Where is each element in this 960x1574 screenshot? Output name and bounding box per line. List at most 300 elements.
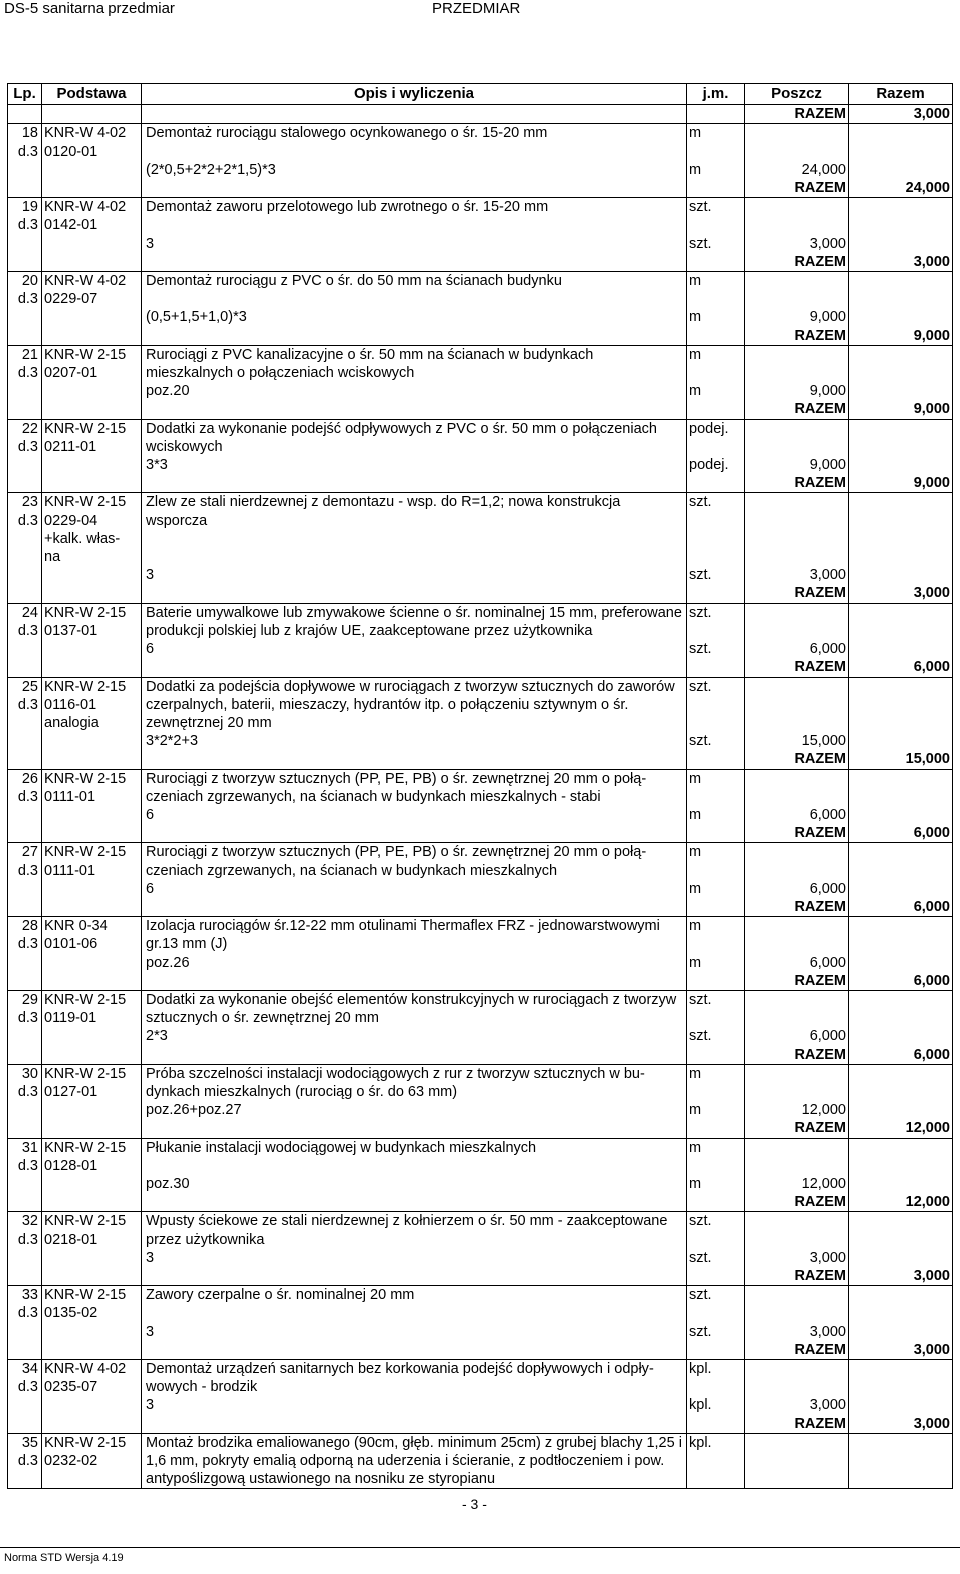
item-lp xyxy=(8,345,42,382)
base-line: 0211-01 xyxy=(44,438,97,455)
item-description xyxy=(142,1360,687,1397)
item-razem xyxy=(849,1360,953,1397)
empty-cell xyxy=(42,400,142,419)
empty-cell xyxy=(142,1193,687,1212)
empty-cell xyxy=(8,1267,42,1286)
item-d: d.3 xyxy=(17,512,38,529)
col-lp: Lp. xyxy=(8,84,42,105)
base-line: 0127-01 xyxy=(44,1083,98,1100)
razem-value: 9,000 xyxy=(849,400,953,419)
item-d: d.3 xyxy=(17,788,38,805)
item-unit: szt. xyxy=(687,198,745,235)
empty-cell xyxy=(8,1323,42,1341)
item-base xyxy=(42,345,142,382)
item-base xyxy=(42,769,142,806)
table-body xyxy=(8,105,953,1489)
col-jm: j.m. xyxy=(687,84,745,105)
item-description xyxy=(142,917,687,954)
empty-cell xyxy=(142,972,687,991)
item-lp xyxy=(8,1433,42,1489)
empty-cell xyxy=(42,1027,142,1045)
calc-row xyxy=(8,1101,953,1119)
razem-row xyxy=(8,253,953,272)
item-number: 29 xyxy=(21,991,38,1008)
item-number: 28 xyxy=(21,918,38,935)
item-posz xyxy=(745,990,849,1027)
empty-cell xyxy=(8,161,42,179)
calc-unit: m xyxy=(687,806,745,824)
item-row xyxy=(8,1212,953,1249)
document-header-left: DS-5 sanitarna przedmiar xyxy=(4,0,175,17)
razem-value: 12,000 xyxy=(849,1119,953,1138)
item-unit: szt. xyxy=(687,493,745,566)
description-text: Rurociągi z tworzyw sztucznych (PP, PE, PB) o śr. zewnętrznej 20 mm o połączeniach zgrzewanych, na ścianach w budynkach mieszkalnych - stabi xyxy=(146,770,647,805)
item-unit: m xyxy=(687,124,745,161)
item-d: d.3 xyxy=(17,1010,38,1027)
item-base xyxy=(42,603,142,640)
empty-cell xyxy=(8,1249,42,1267)
item-unit: m xyxy=(687,1138,745,1175)
item-number: 31 xyxy=(21,1139,38,1156)
empty-cell xyxy=(8,382,42,400)
item-description xyxy=(142,1433,687,1489)
item-number: 27 xyxy=(21,844,38,861)
item-description xyxy=(142,493,687,566)
empty-cell xyxy=(42,1119,142,1138)
empty-cell xyxy=(849,640,953,658)
empty-cell xyxy=(42,658,142,677)
base-line: KNR-W 2-15 xyxy=(44,844,127,861)
calc-unit: m xyxy=(687,1101,745,1119)
description-text: Próba szczelności instalacji wodociągowych z rur z tworzyw sztucznych w budynkach mieszkalnych (rurociąg o śr. do 63 mm) xyxy=(146,1065,645,1100)
empty-cell xyxy=(142,1341,687,1360)
calc-value: 6,000 xyxy=(745,806,849,824)
item-posz xyxy=(745,419,849,456)
empty-cell xyxy=(42,1101,142,1119)
item-description xyxy=(142,272,687,309)
empty-cell xyxy=(849,732,953,750)
calc-row xyxy=(8,566,953,584)
calc-value: 6,000 xyxy=(745,880,849,898)
empty-cell xyxy=(849,456,953,474)
base-line: KNR-W 2-15 xyxy=(44,1287,127,1304)
calc-expression: poz.26+poz.27 xyxy=(142,1101,687,1119)
empty-cell xyxy=(42,1323,142,1341)
empty-cell xyxy=(142,584,687,603)
empty-cell xyxy=(687,898,745,917)
item-razem xyxy=(849,1138,953,1175)
item-unit: podej. xyxy=(687,419,745,456)
calc-unit: szt. xyxy=(687,1249,745,1267)
item-posz xyxy=(745,272,849,309)
item-base xyxy=(42,990,142,1027)
empty-cell xyxy=(42,898,142,917)
item-row xyxy=(8,1138,953,1175)
calc-value: 9,000 xyxy=(745,382,849,400)
document-header-title: PRZEDMIAR xyxy=(432,0,521,17)
item-row xyxy=(8,1360,953,1397)
description-text: Montaż brodzika emaliowanego (90cm, głęb. minimum 25cm) z grubej blachy 1,25 i 1,6 mm, pokryty emalią odporną na uderzenia i ścieranie, z podtłoczeniem i pow. antypoślizgową ustawionego na nosniku ze styropianu xyxy=(146,1434,682,1488)
item-unit: szt. xyxy=(687,1286,745,1323)
item-row xyxy=(8,124,953,161)
empty-cell xyxy=(142,750,687,769)
calc-value: 6,000 xyxy=(745,1027,849,1045)
empty-cell xyxy=(849,566,953,584)
description-text: Zlew ze stali nierdzewnej z demontazu - wsp. do R=1,2; nowa konstrukcja wsporcza xyxy=(146,494,621,529)
razem-row xyxy=(8,327,953,346)
razem-value: 3,000 xyxy=(849,105,953,124)
empty-cell xyxy=(687,400,745,419)
calc-expression: 3 xyxy=(142,1396,687,1414)
razem-label: RAZEM xyxy=(745,474,849,493)
item-d: d.3 xyxy=(17,1083,38,1100)
item-row xyxy=(8,1433,953,1489)
razem-label: RAZEM xyxy=(745,327,849,346)
item-description xyxy=(142,124,687,161)
item-base xyxy=(42,1064,142,1101)
base-line: KNR-W 2-15 xyxy=(44,1213,127,1230)
empty-cell xyxy=(142,658,687,677)
empty-cell xyxy=(42,1193,142,1212)
empty-cell xyxy=(142,1119,687,1138)
calc-unit: m xyxy=(687,954,745,972)
empty-cell xyxy=(8,640,42,658)
col-base: Podstawa xyxy=(42,84,142,105)
item-description xyxy=(142,1286,687,1323)
base-line: KNR-W 2-15 xyxy=(44,1065,127,1082)
item-base xyxy=(42,1286,142,1323)
description-text: Dodatki za wykonanie podejść odpływowych z PVC o śr. 50 mm o połączeniach wciskowych xyxy=(146,420,657,455)
razem-value: 3,000 xyxy=(849,584,953,603)
razem-label: RAZEM xyxy=(745,1193,849,1212)
item-d: d.3 xyxy=(17,438,38,455)
empty-cell xyxy=(687,327,745,346)
empty-cell xyxy=(8,880,42,898)
base-line: KNR-W 2-15 xyxy=(44,604,127,621)
base-line: KNR 0-34 xyxy=(44,918,108,935)
base-line: 0119-01 xyxy=(44,1010,97,1027)
description-text: Demontaż zaworu przelotowego lub zwrotnego o śr. 15-20 mm xyxy=(146,199,549,216)
item-row xyxy=(8,769,953,806)
item-description xyxy=(142,198,687,235)
item-posz xyxy=(745,493,849,566)
col-posz: Poszcz xyxy=(745,84,849,105)
item-description xyxy=(142,345,687,382)
item-razem xyxy=(849,990,953,1027)
empty-cell xyxy=(42,327,142,346)
razem-label: RAZEM xyxy=(745,1046,849,1065)
calc-row xyxy=(8,732,953,750)
col-razem: Razem xyxy=(849,84,953,105)
item-lp xyxy=(8,1286,42,1323)
item-base xyxy=(42,843,142,880)
empty-cell xyxy=(8,456,42,474)
item-number: 26 xyxy=(21,770,38,787)
item-unit: szt. xyxy=(687,990,745,1027)
item-d: d.3 xyxy=(17,622,38,639)
item-lp xyxy=(8,1212,42,1249)
razem-value: 9,000 xyxy=(849,327,953,346)
base-line: KNR-W 2-15 xyxy=(44,991,127,1008)
item-d: d.3 xyxy=(17,143,38,160)
item-unit: kpl. xyxy=(687,1433,745,1489)
item-description xyxy=(142,419,687,456)
razem-label: RAZEM xyxy=(745,898,849,917)
calc-value: 3,000 xyxy=(745,1249,849,1267)
base-line: 0101-06 xyxy=(44,936,98,953)
empty-cell xyxy=(8,1341,42,1360)
empty-cell xyxy=(142,1415,687,1434)
item-description xyxy=(142,843,687,880)
item-lp xyxy=(8,1360,42,1397)
empty-cell xyxy=(8,474,42,493)
razem-row xyxy=(8,1415,953,1434)
empty-cell xyxy=(42,1396,142,1414)
empty-cell xyxy=(142,1046,687,1065)
calc-row xyxy=(8,161,953,179)
razem-value: 15,000 xyxy=(849,750,953,769)
description-text: Dodatki za wykonanie obejść elementów konstrukcyjnych w rurociągach z tworzyw sztucznych o śr. zewnętrznej 20 mm xyxy=(146,991,677,1027)
item-row xyxy=(8,1064,953,1101)
empty-cell xyxy=(42,1267,142,1286)
calc-expression: 3*3 xyxy=(142,456,687,474)
base-line: 0229-07 xyxy=(44,291,98,308)
page-number: - 3 - xyxy=(462,1496,487,1512)
item-lp xyxy=(8,917,42,954)
razem-label: RAZEM xyxy=(745,105,849,124)
empty-cell xyxy=(8,1119,42,1138)
calc-row xyxy=(8,1175,953,1193)
calc-unit: m xyxy=(687,382,745,400)
empty-cell xyxy=(8,308,42,326)
footer-divider xyxy=(0,1547,960,1548)
item-unit: m xyxy=(687,769,745,806)
calc-expression: (0,5+1,5+1,0)*3 xyxy=(142,308,687,326)
razem-value: 6,000 xyxy=(849,972,953,991)
empty-cell xyxy=(8,327,42,346)
base-line: KNR-W 2-15 xyxy=(44,346,127,363)
description-text: Dodatki za podejścia dopływowe w rurociągach z tworzyw sztucznych do zaworów czerpalnych, baterii, mieszaczy, hydrantów itp. o połączeniu sztywnym o śr. zewnętrznej 20 mm xyxy=(146,678,675,731)
item-lp xyxy=(8,769,42,806)
item-posz xyxy=(745,1064,849,1101)
base-line: analogia xyxy=(44,714,99,731)
calc-unit: szt. xyxy=(687,235,745,253)
footer-text: Norma STD Wersja 4.19 xyxy=(4,1552,124,1564)
item-posz xyxy=(745,1286,849,1323)
item-lp xyxy=(8,1064,42,1101)
calc-value: 9,000 xyxy=(745,456,849,474)
razem-label: RAZEM xyxy=(745,179,849,198)
base-line: 0135-02 xyxy=(44,1305,98,1322)
empty-cell xyxy=(8,235,42,253)
empty-cell xyxy=(42,1415,142,1434)
item-d: d.3 xyxy=(17,1231,38,1248)
base-line: 0229-04 xyxy=(44,512,98,529)
item-base xyxy=(42,677,142,732)
calc-unit: szt. xyxy=(687,1323,745,1341)
item-base xyxy=(42,419,142,456)
item-description xyxy=(142,1212,687,1249)
item-unit: m xyxy=(687,1064,745,1101)
empty-cell xyxy=(42,1175,142,1193)
base-line: KNR-W 2-15 xyxy=(44,420,127,437)
razem-row xyxy=(8,1046,953,1065)
item-d: d.3 xyxy=(17,1379,38,1396)
base-line: KNR-W 4-02 xyxy=(44,125,127,142)
item-posz xyxy=(745,769,849,806)
empty-cell xyxy=(687,972,745,991)
empty-cell xyxy=(8,1415,42,1434)
empty-cell xyxy=(849,1396,953,1414)
empty-cell xyxy=(42,382,142,400)
empty-cell xyxy=(42,1249,142,1267)
description-text: Demontaż urządzeń sanitarnych bez korkowania podejść dopływowych i odpływowych - brodzik xyxy=(146,1361,654,1396)
empty-cell xyxy=(849,161,953,179)
item-unit: szt. xyxy=(687,603,745,640)
empty-cell xyxy=(8,732,42,750)
empty-cell xyxy=(42,1046,142,1065)
empty-cell xyxy=(687,658,745,677)
item-base xyxy=(42,124,142,161)
razem-label: RAZEM xyxy=(745,1267,849,1286)
item-posz xyxy=(745,1138,849,1175)
empty-cell xyxy=(687,750,745,769)
description-text: Baterie umywalkowe lub zmywakowe ścienne o śr. nominalnej 15 mm, preferowane produkcji polskiej lub z krajów UE, zaakceptowane przez użytkownika xyxy=(146,604,682,639)
empty-cell xyxy=(687,584,745,603)
base-line: 0116-01 xyxy=(44,696,97,713)
base-line: 0235-07 xyxy=(44,1379,98,1396)
razem-row xyxy=(8,179,953,198)
base-line: KNR-W 2-15 xyxy=(44,770,127,787)
empty-cell xyxy=(8,658,42,677)
calc-row xyxy=(8,308,953,326)
empty-cell xyxy=(42,456,142,474)
item-row xyxy=(8,677,953,732)
base-line: 0128-01 xyxy=(44,1157,98,1174)
calc-row xyxy=(8,456,953,474)
item-unit: szt. xyxy=(687,677,745,732)
calc-expression: 3 xyxy=(142,1249,687,1267)
empty-cell xyxy=(849,382,953,400)
empty-cell xyxy=(687,1193,745,1212)
empty-cell xyxy=(8,1101,42,1119)
item-number: 19 xyxy=(21,199,38,216)
razem-row xyxy=(8,750,953,769)
item-number: 25 xyxy=(21,678,38,695)
item-unit: kpl. xyxy=(687,1360,745,1397)
empty-cell xyxy=(8,1046,42,1065)
calc-expression: 3 xyxy=(142,235,687,253)
empty-cell xyxy=(42,235,142,253)
empty-cell xyxy=(687,253,745,272)
description-text: Rurociągi z PVC kanalizacyjne o śr. 50 mm na ścianach w budynkach mieszkalnych o połączeniach wciskowych xyxy=(146,346,594,382)
razem-label: RAZEM xyxy=(745,253,849,272)
item-base xyxy=(42,493,142,566)
item-base xyxy=(42,1138,142,1175)
item-row xyxy=(8,1286,953,1323)
empty-cell xyxy=(8,824,42,843)
empty-cell xyxy=(42,1341,142,1360)
calc-value: 9,000 xyxy=(745,308,849,326)
razem-label: RAZEM xyxy=(745,824,849,843)
razem-label: RAZEM xyxy=(745,658,849,677)
empty-cell xyxy=(142,898,687,917)
empty-cell xyxy=(687,1341,745,1360)
item-d: d.3 xyxy=(17,1453,38,1470)
empty-cell xyxy=(687,1046,745,1065)
empty-cell xyxy=(849,1323,953,1341)
empty-cell xyxy=(8,898,42,917)
item-razem xyxy=(849,603,953,640)
razem-row xyxy=(8,898,953,917)
calc-expression: 2*3 xyxy=(142,1027,687,1045)
razem-label: RAZEM xyxy=(745,750,849,769)
razem-row xyxy=(8,824,953,843)
empty-cell xyxy=(8,400,42,419)
calc-row xyxy=(8,880,953,898)
item-unit: m xyxy=(687,345,745,382)
calc-expression: 3 xyxy=(142,1323,687,1341)
empty-cell xyxy=(42,954,142,972)
razem-value: 9,000 xyxy=(849,474,953,493)
item-razem xyxy=(849,419,953,456)
empty-cell xyxy=(42,179,142,198)
item-posz xyxy=(745,917,849,954)
razem-value: 3,000 xyxy=(849,1341,953,1360)
item-razem xyxy=(849,493,953,566)
calc-row xyxy=(8,640,953,658)
item-description xyxy=(142,677,687,732)
empty-cell xyxy=(142,253,687,272)
item-razem xyxy=(849,345,953,382)
item-posz xyxy=(745,677,849,732)
empty-cell xyxy=(42,474,142,493)
empty-cell xyxy=(687,1415,745,1434)
razem-row xyxy=(8,658,953,677)
base-line: 0111-01 xyxy=(44,862,96,879)
item-lp xyxy=(8,843,42,880)
empty-cell xyxy=(142,1267,687,1286)
item-posz xyxy=(745,843,849,880)
razem-value: 6,000 xyxy=(849,898,953,917)
base-line: na xyxy=(44,549,61,566)
base-line: KNR-W 4-02 xyxy=(44,199,127,216)
razem-label: RAZEM xyxy=(745,972,849,991)
item-number: 24 xyxy=(21,604,38,621)
empty-cell xyxy=(142,327,687,346)
item-number: 22 xyxy=(21,420,38,437)
item-posz xyxy=(745,124,849,161)
empty-cell xyxy=(687,474,745,493)
calc-row xyxy=(8,382,953,400)
item-unit: m xyxy=(687,272,745,309)
item-base xyxy=(42,198,142,235)
razem-row xyxy=(8,1267,953,1286)
empty-cell xyxy=(687,179,745,198)
base-line: 0120-01 xyxy=(44,143,98,160)
empty-cell xyxy=(142,179,687,198)
item-row xyxy=(8,345,953,382)
calc-value: 24,000 xyxy=(745,161,849,179)
razem-value: 24,000 xyxy=(849,179,953,198)
item-razem xyxy=(849,769,953,806)
razem-row xyxy=(8,1341,953,1360)
item-unit: szt. xyxy=(687,1212,745,1249)
razem-value: 3,000 xyxy=(849,1267,953,1286)
item-lp xyxy=(8,677,42,732)
empty-cell xyxy=(42,824,142,843)
item-razem xyxy=(849,677,953,732)
